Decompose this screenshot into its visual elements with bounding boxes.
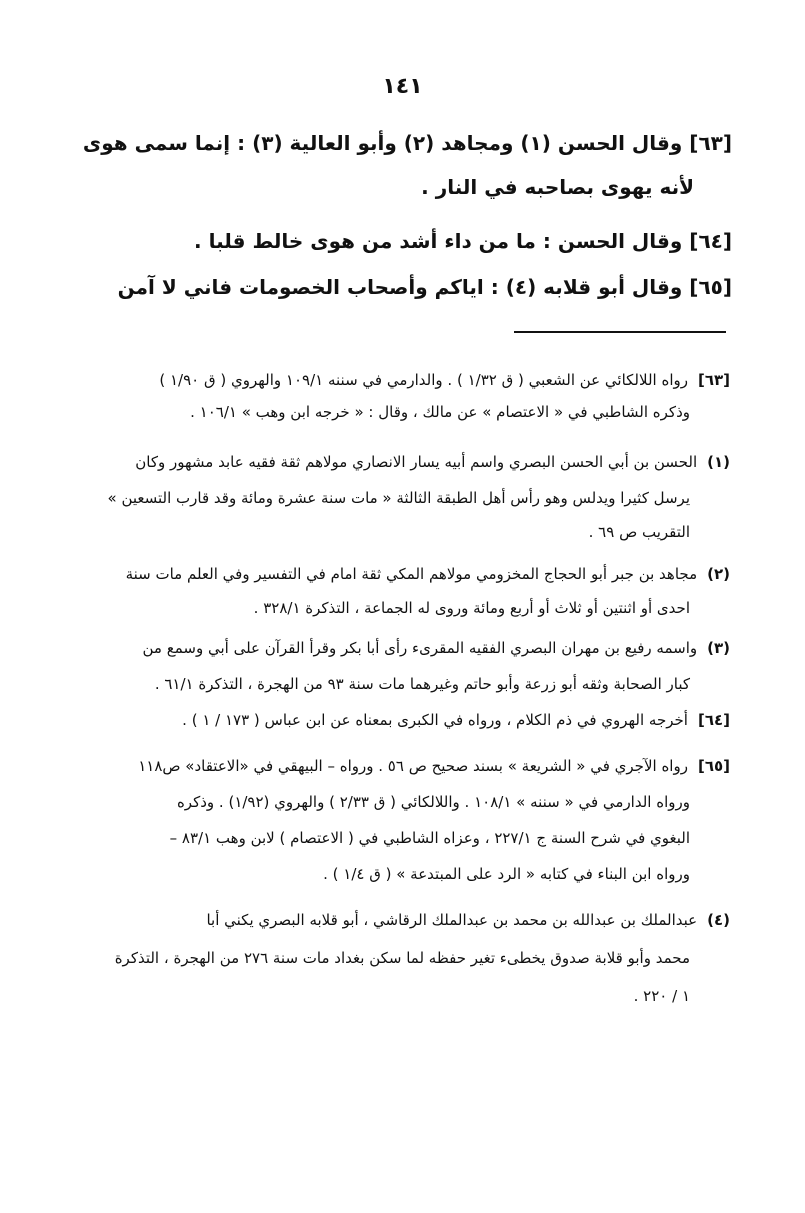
footnote-line <box>177 790 690 814</box>
main-line-text: وقال أبو قلابه (٤) : اياكم وأصحاب الخصومات فاني لا آمن <box>117 275 683 299</box>
footnote-line <box>155 672 690 696</box>
footnote-text: أخرجه الهروي في ذم الكلام ، ورواه في الكبرى بمعناه عن ابن عباس ( ١٧٣ / ١ ) . <box>182 711 688 729</box>
footnote-line <box>190 400 690 424</box>
main-line-text: لأنه يهوى بصاحبه في النار . <box>421 175 694 199</box>
footnote-text: التقريب ص ٦٩ . <box>588 523 690 541</box>
footnote-text: رواه الآجري في « الشريعة » بسند صحيح ص ٥٦ . ورواه – البيهقي في «الاعتقاد» ص١١٨ <box>138 757 688 775</box>
footnote-text: ١ / ٢٢٠ . <box>633 987 690 1005</box>
footnote-text: رواه اللالكائي عن الشعبي ( ق ١/٣٢ ) . والدارمي في سننه ١٠٩/١ والهروي ( ق ١/٩٠ ) <box>159 371 688 389</box>
footnote-marker: (٤) <box>707 911 730 929</box>
footnote-line <box>589 520 690 544</box>
footnote-line <box>80 368 730 392</box>
footnote-line <box>80 754 730 778</box>
footnote-line <box>80 708 730 732</box>
footnote-text: محمد وأبو قلابة صدوق يخطىء تغير حفظه لما سكن بغداد مات سنة ٢٧٦ من الهجرة ، التذكرة <box>114 949 690 967</box>
footnote-marker: (٢) <box>707 565 730 583</box>
footnote-text: يرسل كثيرا ويدلس وهو رأس أهل الطبقة الثالثة « مات سنة عشرة ومائة وقد قارب التسعين » <box>107 489 690 507</box>
footnote-line <box>80 562 730 586</box>
footnote-text: احدى أو اثنتين أو ثلاث أو أربع ومائة وروى له الجماعة ، التذكرة ٣٢٨/١ . <box>253 599 690 617</box>
main-line <box>421 172 694 202</box>
footnote-line <box>323 862 690 886</box>
footnote-text: البغوي في شرح السنة ج ٢٢٧/١ ، وعزاه الشاطبي في ( الاعتصام ) لابن وهب ٨٣/١ – <box>169 829 690 847</box>
footnote-line <box>170 826 690 850</box>
footnote-text: ورواه ابن البناء في كتابه « الرد على المبتدعة » ( ق ١/٤ ) . <box>323 865 690 883</box>
footnote-line <box>634 984 690 1008</box>
page-number: ١٤١ <box>382 74 423 99</box>
main-line <box>70 226 732 256</box>
paragraph-marker: [٦٤] <box>689 229 732 253</box>
footnote-text: وذكره الشاطبي في « الاعتصام » عن مالك ، وقال : « خرجه ابن وهب » ١٠٦/١ . <box>190 403 690 421</box>
footnote-line <box>80 450 730 474</box>
footnote-marker: [٦٤] <box>697 711 730 729</box>
footnote-line <box>115 946 690 970</box>
footnote-marker: (٣) <box>707 639 730 657</box>
footnote-text: واسمه رفيع بن مهران البصري الفقيه المقرىء رأى أبا بكر وقرأ القرآن على أبي وسمع من <box>142 639 698 657</box>
footnote-text: كبار الصحابة وثقه أبو زرعة وأبو حاتم وغيرهما مات سنة ٩٣ من الهجرة ، التذكرة ٦١/١ . <box>154 675 690 693</box>
footnote-line <box>254 596 690 620</box>
footnote-marker: [٦٣] <box>697 371 730 389</box>
main-line <box>70 272 732 302</box>
main-line-text: وقال الحسن (١) ومجاهد (٢) وأبو العالية (٣) : إنما سمى هوى <box>82 131 683 155</box>
footnote-line <box>108 486 691 510</box>
footnote-line <box>80 636 730 660</box>
footnote-text: الحسن بن أبي الحسن البصري واسم أبيه يسار الانصاري مولاهم ثقة فقيه عابد مشهور وكان <box>135 453 698 471</box>
paragraph-marker: [٦٥] <box>689 275 732 299</box>
footnote-divider <box>514 331 726 333</box>
footnote-marker: [٦٥] <box>697 757 730 775</box>
footnote-marker: (١) <box>707 453 730 471</box>
footnote-text: عبدالملك بن عبدالله بن محمد بن عبدالملك الرقاشي ، أبو قلابه البصري يكني أبا <box>206 911 698 929</box>
footnote-text: مجاهد بن جبر أبو الحجاج المخزومي مولاهم المكي ثقة امام في التفسير وفي العلم مات سنة <box>125 565 698 583</box>
main-line <box>70 128 732 158</box>
main-line-text: وقال الحسن : ما من داء أشد من هوى خالط قلبا . <box>194 229 683 253</box>
paragraph-marker: [٦٣] <box>689 131 732 155</box>
footnote-line <box>80 908 730 932</box>
footnote-text: ورواه الدارمي في « سننه » ١٠٨/١ . واللالكائي ( ق ٢/٣٣ ) والهروي (١/٩٢) . وذكره <box>176 793 690 811</box>
